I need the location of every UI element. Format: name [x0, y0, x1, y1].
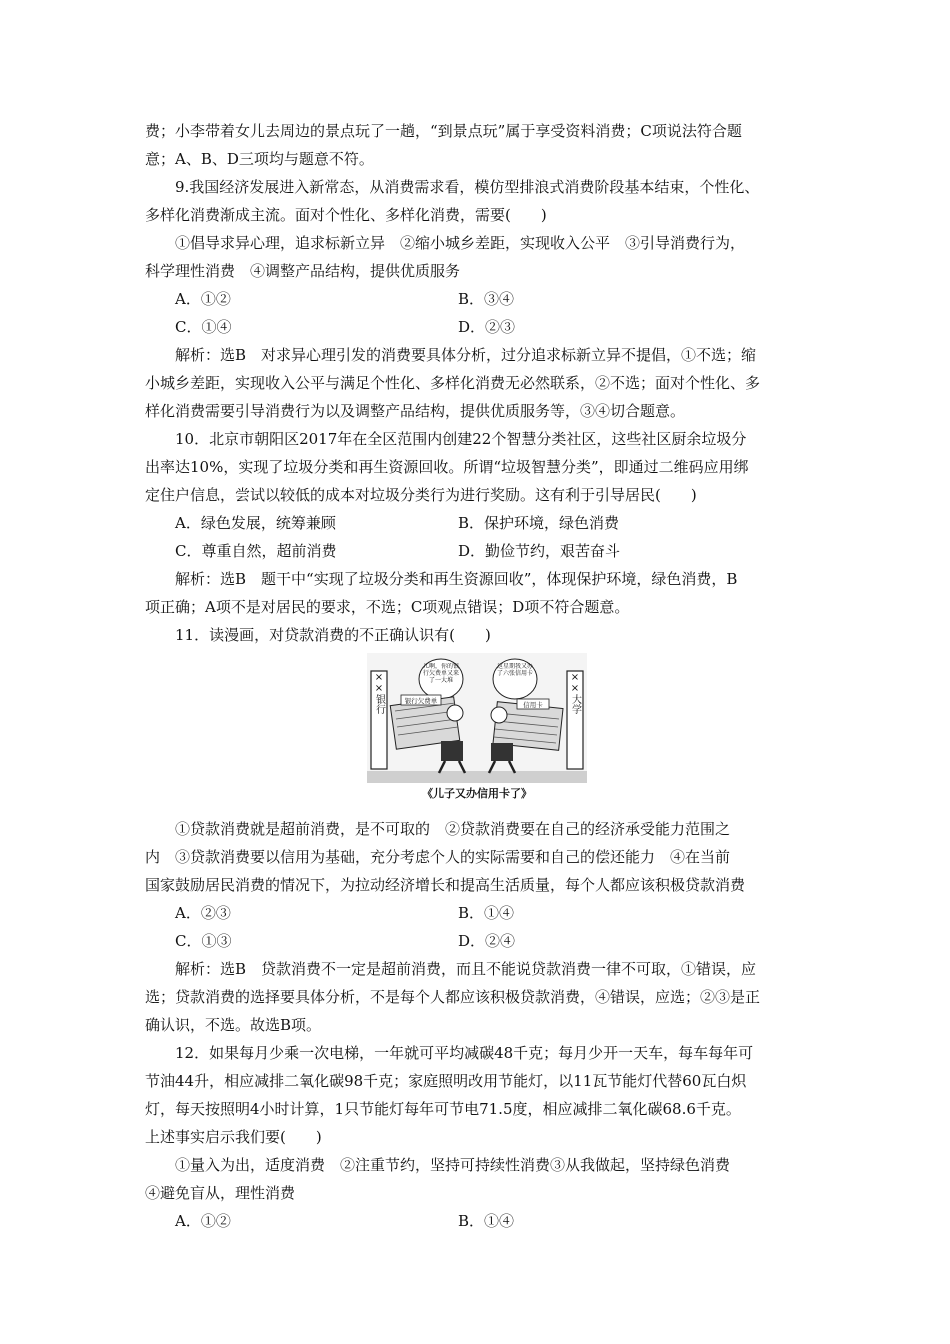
q11-stem: 11．读漫画，对贷款消费的不正确认识有( ) [175, 626, 491, 644]
q12-items-line-1: ①量入为出，适度消费 ②注重节约，坚持可持续性消费③从我做起，坚持绿色消费 [175, 1156, 731, 1174]
q12-items-line-2: ④避免盲从，理性消费 [145, 1184, 296, 1202]
q10-options-row-1 [145, 509, 809, 537]
q11-option-a: A．②③ [175, 904, 231, 922]
q9-analysis-line-3: 样化消费需要引导消费行为以及调整产品结构，提供优质服务等，③④切合题意。 [145, 402, 686, 420]
cartoon-caption: 《儿子又办信用卡了》 [422, 787, 532, 800]
q11-items-line-1: ①贷款消费就是超前消费，是不可取的 ②贷款消费要在自己的经济承受能力范围之 [175, 820, 731, 838]
q10-option-b: B．保护环境，绿色消费 [458, 514, 620, 532]
intro-line-2: 意；A、B、D三项均与题意不符。 [145, 150, 374, 168]
q11-analysis-line-2: 选；贷款消费的选择要具体分析，不是每个人都应该积极贷款消费，④错误，应选；②③是正 [145, 988, 761, 1006]
q12-stem-line-1: 12．如果每月少乘一次电梯，一年就可平均减碳48千克；每月少开一天车，每车每年可 [175, 1044, 754, 1062]
q9-options-row-1 [145, 285, 809, 313]
q11-options-row-1 [145, 899, 809, 927]
q9-analysis-line-2: 小城乡差距，实现收入公平与满足个性化、多样化消费无必然联系，②不选；面对个性化、多 [145, 374, 761, 392]
bank-sign-text: ××银行 [373, 672, 385, 714]
q11-items-line-2: 内 ③贷款消费要以信用为基础，充分考虑个人的实际需要和自己的偿还能力 ④在当前 [145, 848, 731, 866]
q11-analysis-line-1: 解析：选B 贷款消费不一定是超前消费，而且不能说贷款消费一律不可取，①错误，应 [175, 960, 757, 978]
cartoon-ground [367, 771, 587, 783]
left-speech-text: 儿啊，你的银行欠费单又来了一大堆 [422, 663, 459, 684]
q9-stem-line-1: 9.我国经济发展进入新常态，从消费需求看，模仿型排浪式消费阶段基本结束，个性化、 [175, 178, 760, 196]
right-bundle-label: 信用卡 [523, 701, 543, 709]
q10-stem-line-1: 10．北京市朝阳区2017年在全区范围内创建22个智慧分类社区，这些社区厨余垃圾分 [175, 430, 747, 448]
left-bundle-label: 银行欠费单 [404, 697, 438, 705]
q9-items-line-1: ①倡导求异心理，追求标新立异 ②缩小城乡差距，实现收入公平 ③引导消费行为， [175, 234, 746, 252]
q11-items-line-3: 国家鼓励居民消费的情况下，为拉动经济增长和提高生活质量，每个人都应该积极贷款消费 [145, 876, 746, 894]
q9-option-d: D．②③ [458, 318, 516, 336]
university-sign-text: ××大学 [569, 672, 581, 714]
cartoon-illustration [367, 653, 587, 783]
q11-cartoon-figure [145, 653, 809, 813]
q10-option-a: A．绿色发展，统筹兼顾 [175, 514, 336, 532]
q9-option-a: A．①② [175, 290, 231, 308]
left-figure-body [441, 741, 463, 761]
q10-stem-line-2: 出率达10%，实现了垃圾分类和再生资源回收。所谓“垃圾智慧分类”，即通过二维码应用绑 [145, 458, 749, 476]
q10-analysis-line-2: 项正确；A项不是对居民的要求，不选；C项观点错误；D项不符合题意。 [145, 598, 630, 616]
q10-analysis-line-1: 解析：选B 题干中“实现了垃圾分类和再生资源回收”，体现保护环境，绿色消费，B [175, 570, 738, 588]
q10-stem-line-3: 定住户信息，尝试以较低的成本对垃圾分类行为进行奖励。这有利于引导居民( ) [145, 486, 697, 504]
left-speech-text-box [421, 663, 461, 697]
document-page [145, 117, 809, 1235]
q12-stem-line-2: 节油44升，相应减排二氧化碳98千克；家庭照明改用节能灯，以11瓦节能灯代替60瓦白炽 [145, 1072, 747, 1090]
q10-options-row-2 [145, 537, 809, 565]
q12-option-a: A．①② [175, 1212, 231, 1230]
q9-analysis-line-1: 解析：选B 对求异心理引发的消费要具体分析，过分追求标新立异不提倡，①不选；缩 [175, 346, 757, 364]
q11-option-d: D．②④ [458, 932, 516, 950]
q9-items-line-2: 科学理性消费 ④调整产品结构，提供优质服务 [145, 262, 461, 280]
q11-option-c: C．①③ [175, 932, 232, 950]
q12-stem-line-4: 上述事实启示我们要( ) [145, 1128, 322, 1146]
right-speech-text: 这星期我又办了六张信用卡 [496, 663, 533, 677]
q11-options-row-2 [145, 927, 809, 955]
q10-option-c: C．尊重自然，超前消费 [175, 542, 337, 560]
q9-option-c: C．①④ [175, 318, 232, 336]
right-figure-body [491, 743, 513, 761]
q9-options-row-2 [145, 313, 809, 341]
intro-line-1: 费；小李带着女儿去周边的景点玩了一趟，“到景点玩”属于享受资料消费；C项说法符合题 [145, 122, 742, 140]
q9-option-b: B．③④ [458, 290, 515, 308]
q12-option-b: B．①④ [458, 1212, 515, 1230]
q10-option-d: D．勤俭节约，艰苦奋斗 [458, 542, 621, 560]
q11-analysis-line-3: 确认识，不选。故选B项。 [145, 1016, 322, 1034]
q12-stem-line-3: 灯，每天按照明4小时计算，1只节能灯每年可节电71.5度，相应减排二氧化碳68.6千克。 [145, 1100, 741, 1118]
q9-stem-line-2: 多样化消费渐成主流。面对个性化、多样化消费，需要( ) [145, 206, 547, 224]
q12-options-row-1 [145, 1207, 809, 1235]
q11-option-b: B．①④ [458, 904, 515, 922]
right-speech-text-box [495, 663, 535, 697]
